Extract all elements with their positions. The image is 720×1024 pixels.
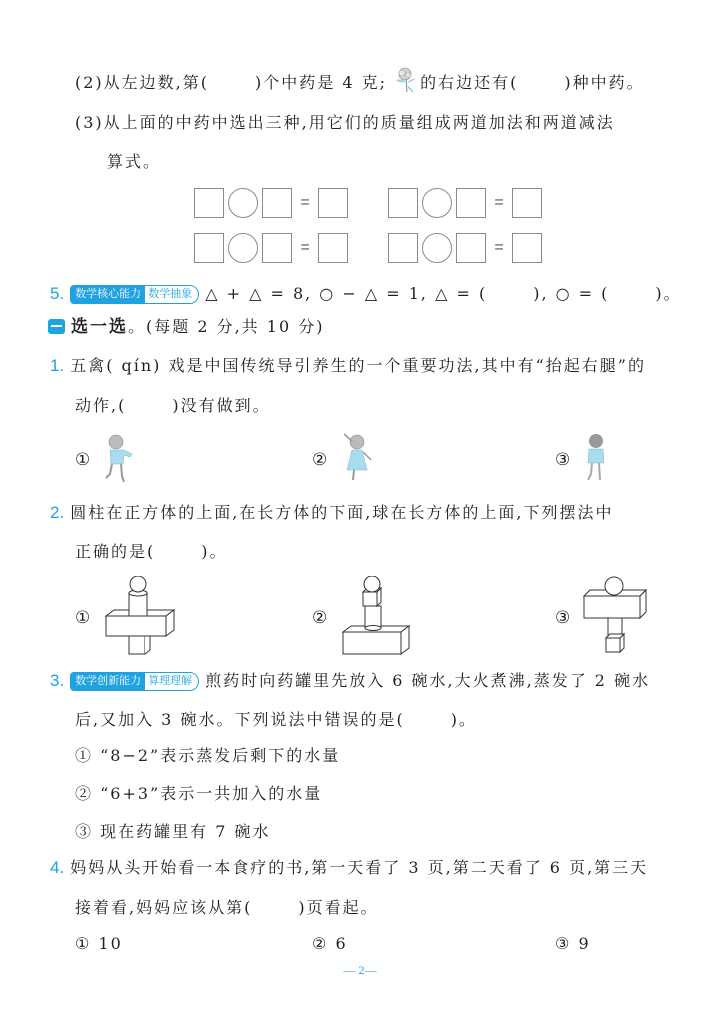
solid-stack-figure	[339, 576, 419, 660]
text: )页看起。	[298, 898, 379, 917]
question-number: 2.	[50, 503, 65, 522]
option-label: ③	[555, 449, 571, 470]
badge-sub: 数学抽象	[145, 286, 198, 303]
text: 从左边数,第(	[103, 73, 210, 92]
option-2[interactable]	[312, 576, 419, 660]
option-label: ②	[312, 449, 328, 470]
boy-running-figure	[102, 432, 142, 487]
text: ), ○ = (	[533, 284, 610, 303]
option-1[interactable]	[75, 576, 182, 660]
option-text: “8−2”表示蒸发后剩下的水量	[100, 746, 341, 765]
question-3	[50, 670, 650, 692]
text: 从上面的中药中选出三种,用它们的质量组成两道加法和两道减法	[103, 113, 615, 132]
section-title: 选一选	[71, 317, 128, 337]
badge-main: 数学创新能力	[71, 673, 145, 690]
text: )。	[655, 284, 682, 303]
option-label: ③	[555, 608, 571, 628]
text: 动作,(	[75, 396, 127, 415]
equals-sign: =	[494, 239, 504, 256]
question-4-line2	[75, 897, 379, 919]
equation-row	[388, 188, 542, 218]
option-label: ②	[75, 784, 94, 803]
option-2[interactable]	[312, 432, 379, 487]
equals-sign: =	[494, 194, 504, 211]
answer-box[interactable]	[512, 188, 542, 218]
equation-row	[388, 233, 542, 263]
answer-box[interactable]	[512, 233, 542, 263]
answer-box[interactable]	[262, 233, 292, 263]
page-number: — 2—	[343, 963, 377, 977]
option-label: ③	[75, 822, 94, 841]
option-1[interactable]	[75, 745, 340, 767]
text: )个中药是 4 克;	[255, 73, 388, 92]
option-3[interactable]	[555, 576, 662, 660]
operator-circle[interactable]	[422, 188, 452, 218]
answer-box[interactable]	[456, 188, 486, 218]
subquestion-3-line2: 算式。	[107, 152, 162, 171]
equals-sign: =	[300, 239, 310, 256]
badge-main: 数学核心能力	[71, 286, 145, 303]
option-text: 9	[578, 934, 591, 953]
ability-badge	[70, 672, 199, 691]
answer-box[interactable]	[388, 188, 418, 218]
answer-box[interactable]	[262, 188, 292, 218]
text: 五禽( qín) 戏是中国传统导引养生的一个重要功法,其中有“抬起右腿”的	[70, 356, 646, 375]
text: )。	[450, 710, 477, 729]
question-3-line2	[75, 709, 477, 731]
equals-sign: =	[300, 194, 310, 211]
equation-row	[194, 233, 348, 263]
option-3[interactable]	[75, 821, 270, 843]
answer-box[interactable]	[194, 188, 224, 218]
flower-icon	[394, 66, 420, 92]
option-text: “6+3”表示一共加入的水量	[100, 784, 323, 803]
option-2[interactable]	[312, 933, 348, 955]
badge-sub: 算理理解	[145, 673, 198, 690]
subquestion-3	[75, 112, 615, 134]
girl-dancing-figure	[339, 432, 379, 487]
option-text: 6	[335, 934, 348, 953]
text: 煎药时向药罐里先放入 6 碗水,大火煮沸,蒸发了 2 碗水	[205, 671, 651, 690]
answer-box[interactable]	[456, 233, 486, 263]
equation-row	[194, 188, 348, 218]
answer-box[interactable]	[318, 233, 348, 263]
section-number-icon	[48, 319, 65, 334]
option-text: 10	[98, 934, 123, 953]
option-label: ②	[312, 608, 328, 628]
operator-circle[interactable]	[228, 233, 258, 263]
question-1-line2	[75, 395, 271, 417]
question-number: 1.	[50, 356, 65, 375]
answer-box[interactable]	[318, 188, 348, 218]
question-number: 3.	[50, 671, 65, 690]
question-2-line2	[75, 541, 228, 563]
text: 后,又加入 3 碗水。下列说法中错误的是(	[75, 710, 405, 729]
child-back-figure	[582, 432, 612, 487]
option-3[interactable]	[555, 933, 591, 955]
text: 正确的是(	[75, 542, 156, 561]
section-note: 。(每题 2 分,共 10 分)	[128, 317, 325, 336]
option-label: ①	[75, 449, 91, 470]
operator-circle[interactable]	[422, 233, 452, 263]
text: △ + △ = 8, ○ − △ = 1, △ = (	[205, 284, 488, 303]
question-number: 4.	[50, 858, 65, 877]
option-text: 现在药罐里有 7 碗水	[100, 822, 271, 841]
solid-stack-figure	[102, 576, 182, 660]
option-1[interactable]	[75, 432, 142, 487]
text: )种中药。	[564, 73, 645, 92]
text: 圆柱在正方体的上面,在长方体的下面,球在长方体的上面,下列摆法中	[70, 503, 614, 522]
text: 的右边还有(	[420, 73, 519, 92]
solid-stack-figure	[582, 576, 662, 660]
option-3[interactable]	[555, 432, 612, 487]
question-4	[50, 857, 648, 879]
text: 妈妈从头开始看一本食疗的书,第一天看了 3 页,第二天看了 6 页,第三天	[70, 858, 649, 877]
subquestion-label: (3)	[75, 113, 104, 132]
subquestion-2	[75, 66, 645, 94]
option-label: ①	[75, 934, 92, 953]
text: )。	[201, 542, 228, 561]
text: 接着看,妈妈应该从第(	[75, 898, 253, 917]
question-5	[50, 283, 682, 305]
option-label: ①	[75, 746, 94, 765]
subquestion-label: (2)	[75, 73, 104, 92]
question-1	[50, 355, 646, 377]
text: )没有做到。	[172, 396, 271, 415]
answer-box[interactable]	[194, 233, 224, 263]
option-label: ②	[312, 934, 329, 953]
question-2	[50, 502, 613, 524]
operator-circle[interactable]	[228, 188, 258, 218]
option-label: ③	[555, 934, 572, 953]
option-label: ①	[75, 608, 91, 628]
option-2[interactable]	[75, 783, 322, 805]
question-number: 5.	[50, 284, 65, 303]
section-header	[48, 316, 324, 338]
ability-badge	[70, 285, 199, 304]
option-1[interactable]	[75, 933, 123, 955]
answer-box[interactable]	[388, 233, 418, 263]
